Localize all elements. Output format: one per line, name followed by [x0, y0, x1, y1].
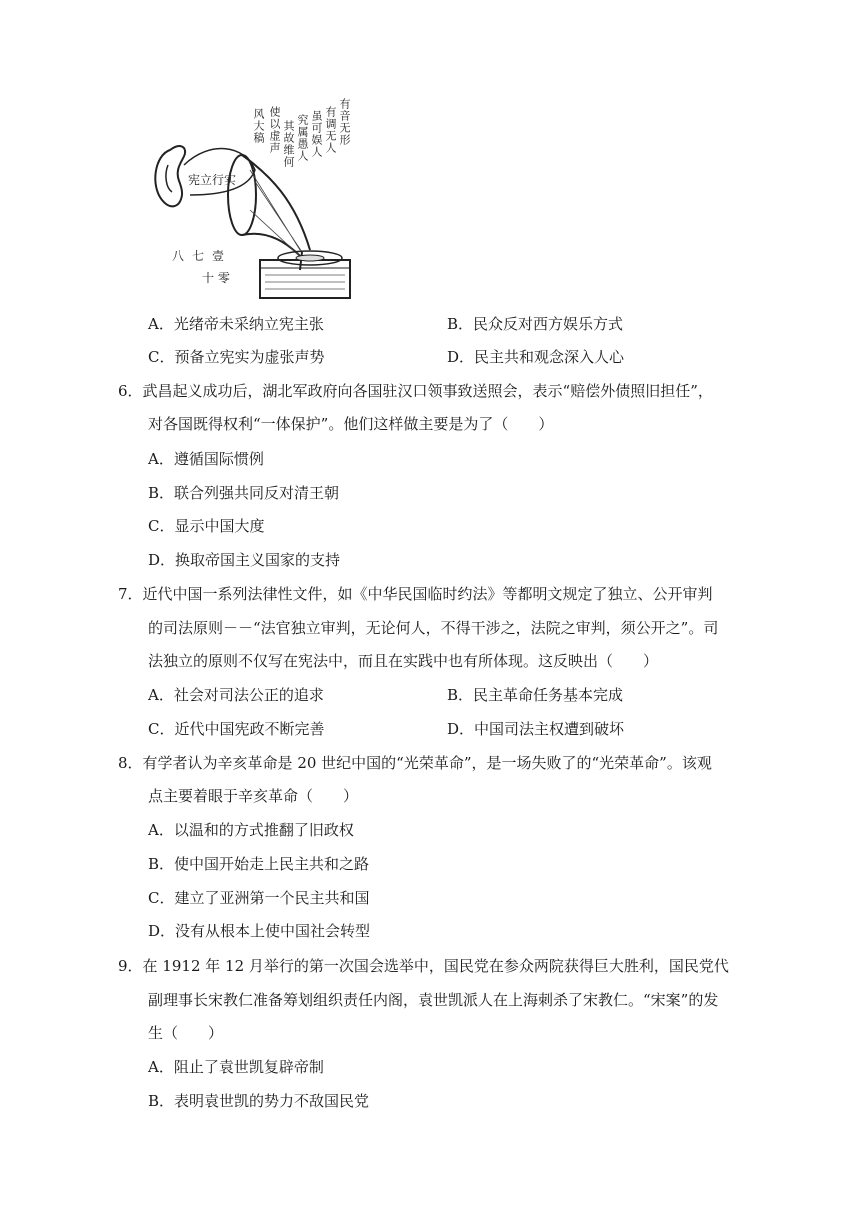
q9-option-b: B．表明袁世凯的势力不敌国民党 [148, 1092, 370, 1110]
cartoon-caption-1: 有音无形 [338, 98, 351, 146]
q7-option-b: B．民主革命任务基本完成 [447, 686, 624, 704]
q5-option-c: C．预备立宪实为虚张声势 [148, 348, 325, 366]
cartoon-caption-3: 虽可娱人 [310, 110, 323, 158]
q6-option-c: C．显示中国大度 [148, 517, 265, 535]
cartoon-caption-7: 风大稿 [252, 108, 265, 144]
q5-option-b: B．民众反对西方娱乐方式 [447, 315, 624, 333]
q6-stem-line1: 6．武昌起义成功后，湖北军政府向各国驻汉口领事致送照会，表示“赔偿外债照旧担任”， [118, 382, 713, 400]
q6-option-b: B．联合列强共同反对清王朝 [148, 484, 340, 502]
q5-option-a: A．光绪帝未采纳立宪主张 [148, 315, 324, 333]
gramophone-label: 宪立行实 [188, 173, 237, 187]
cartoon-caption-4: 究属愚人 [296, 114, 309, 162]
cartoon-caption-5: 其故维何 [282, 120, 295, 168]
q8-option-d: D．没有从根本上使中国社会转型 [148, 922, 371, 940]
q7-option-c: C．近代中国宪政不断完善 [148, 720, 325, 738]
q6-option-a: A．遵循国际惯例 [148, 450, 264, 468]
q5-option-d: D．民主共和观念深入人心 [447, 348, 625, 366]
cartoon-caption-6: 使以虚声 [268, 106, 281, 154]
q6-stem-line2: 对各国既得权利“一体保护”。他们这样做主要是为了（ ） [148, 415, 554, 433]
q9-option-a: A．阻止了袁世凯复辟帝制 [148, 1058, 324, 1076]
cartoon-illustration [150, 100, 365, 300]
q9-stem-line2: 副理事长宋教仁准备筹划组织责任内阁，袁世凯派人在上海刺杀了宋教仁。“宋案”的发 [148, 991, 719, 1009]
q8-stem-line1: 8．有学者认为辛亥革命是 20 世纪中国的“光荣革命”，是一场失败了的“光荣革命”。该观 [118, 754, 712, 772]
q7-stem-line3: 法独立的原则不仅写在宪法中，而且在实践中也有所体现。这反映出（ ） [148, 652, 659, 670]
number-label-bottom: 十 零 [202, 271, 230, 285]
cartoon-caption-2: 有调无人 [324, 106, 337, 154]
q7-stem-line1: 7．近代中国一系列法律性文件，如《中华民国临时约法》等都明文规定了独立、公开审判 [118, 585, 713, 603]
q8-option-c: C．建立了亚洲第一个民主共和国 [148, 889, 370, 907]
q9-stem-line3: 生（ ） [148, 1024, 224, 1042]
number-label-top: 八七壹 [172, 249, 233, 263]
q6-option-d: D．换取帝国主义国家的支持 [148, 551, 341, 569]
q7-option-d: D．中国司法主权遭到破坏 [447, 720, 625, 738]
q9-stem-line1: 9．在 1912 年 12 月举行的第一次国会选举中，国民党在参众两院获得巨大胜利，国民党代 [118, 957, 729, 975]
q7-stem-line2: 的司法原则－－“法官独立审判，无论何人，不得干涉之，法院之审判，须公开之”。司 [148, 619, 719, 637]
q7-option-a: A．社会对司法公正的追求 [148, 686, 324, 704]
q8-option-a: A．以温和的方式推翻了旧政权 [148, 821, 354, 839]
q8-option-b: B．使中国开始走上民主共和之路 [148, 855, 370, 873]
q8-stem-line2: 点主要着眼于辛亥革命（ ） [148, 787, 359, 805]
